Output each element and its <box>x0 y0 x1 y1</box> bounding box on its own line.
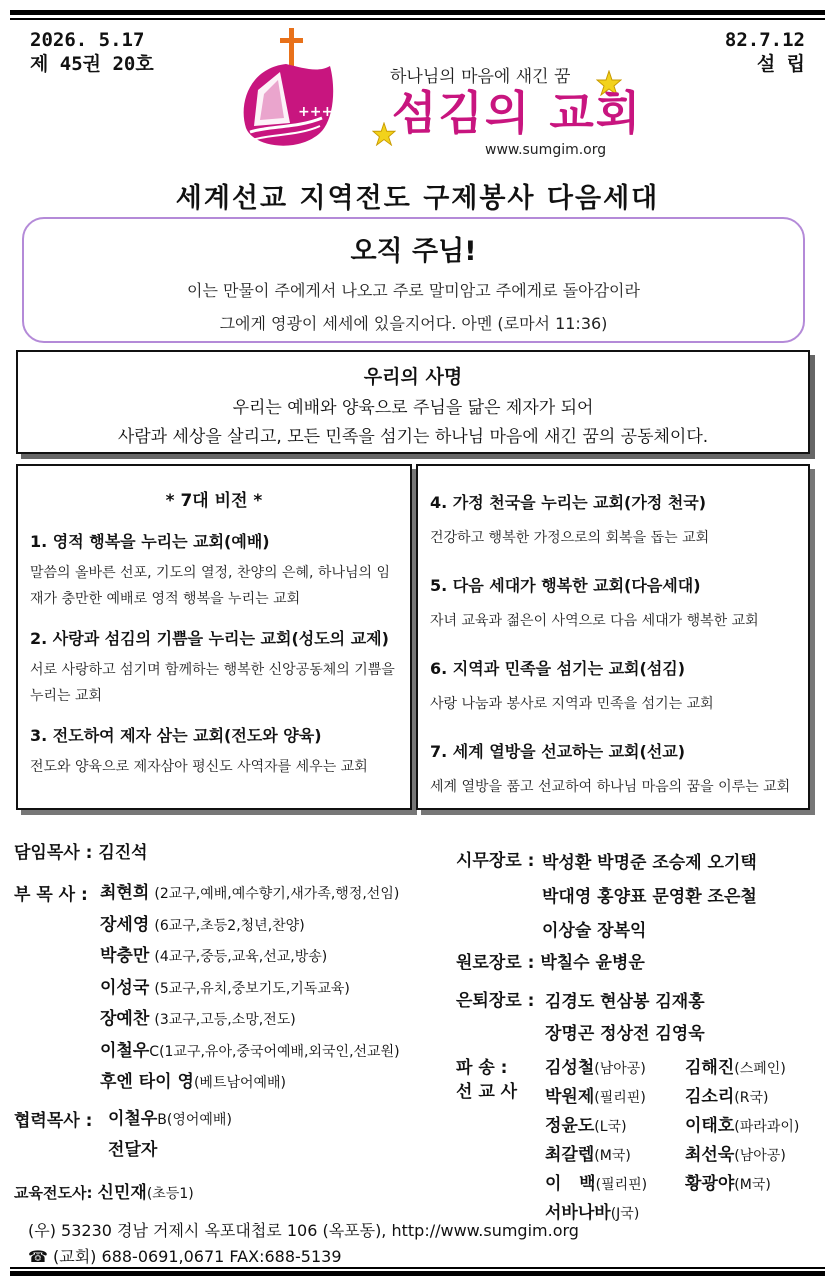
svg-text:+++: +++ <box>298 104 334 120</box>
associate-pastor <box>100 1036 400 1068</box>
associate-pastor <box>100 910 400 942</box>
missionary-name: 최갈렙 <box>545 1145 595 1165</box>
associate-pastor <box>100 973 400 1005</box>
bottom-rule-thin <box>10 1267 825 1269</box>
honorary-elders-label: 원로장로 : <box>456 953 535 973</box>
mission-line-2: 사람과 세상을 살리고, 모든 민족을 섬기는 하나님 마음에 새긴 꿈의 공동체이다. <box>117 427 709 447</box>
pastor-name: 후엔 타이 영 <box>100 1072 194 1092</box>
pastor-name: 전달자 <box>108 1140 158 1160</box>
pastor-suffix: B <box>157 1112 167 1128</box>
pastor-name: 박충만 <box>100 946 150 966</box>
missionary-name: 서바나바 <box>545 1203 611 1223</box>
senior-pastor-label: 담임목사 : <box>14 843 93 863</box>
pastor-name: 이철우 <box>108 1109 158 1129</box>
bible-line-1: 이는 만물이 주에게서 나오고 주로 말미암고 주에게로 돌아감이라 <box>187 281 640 300</box>
missionary-place: (J국) <box>610 1206 640 1222</box>
vision-item-desc: 사랑 나눔과 봉사로 지역과 민족을 섬기는 교회 <box>430 696 714 712</box>
cooperating-pastor <box>108 1135 232 1165</box>
footer-phone <box>28 1244 342 1267</box>
missionaries-label-line: 파 송 : <box>456 1058 508 1078</box>
active-elders-list <box>542 846 757 948</box>
associate-pastor <box>100 1004 400 1036</box>
education-label: 교육전도사: <box>14 1184 93 1202</box>
missionary-place: (L국) <box>594 1119 627 1135</box>
vision-item-desc: 서로 사랑하고 섬기며 함께하는 행복한 신앙공동체의 기쁨을 누리는 교회 <box>30 662 395 704</box>
missionary-name: 김성철 <box>545 1058 595 1078</box>
missionary-name: 이태호 <box>685 1116 735 1136</box>
missionary-place: (남아공) <box>594 1061 646 1077</box>
missionary-place: (필리핀) <box>594 1090 646 1106</box>
elder-row: 박대영 홍양표 문영환 조은철 <box>542 887 757 907</box>
telephone-icon: ☎ <box>28 1247 48 1266</box>
missionary-place: (M국) <box>594 1148 631 1164</box>
pastor-name: 최현희 <box>100 883 150 903</box>
missionary <box>545 1054 685 1083</box>
missionary-place: (남아공) <box>734 1148 786 1164</box>
elder-row: 박성환 박명준 조승제 오기택 <box>542 853 757 873</box>
active-elders-label: 시무장로 : <box>456 851 535 871</box>
phone-number: (교회) 688-0691,0671 FAX:688-5139 <box>53 1247 342 1266</box>
pastor-role: (6교구,초등2,청년,찬양) <box>154 917 305 934</box>
vision-item-desc: 자녀 교육과 젊은이 사역으로 다음 세대가 행복한 교회 <box>430 613 759 629</box>
vision-item-desc: 세계 열방을 품고 선교하여 하나님 마음의 꿈을 이루는 교회 <box>430 779 791 795</box>
vision-item-desc: 전도와 양육으로 제자삼아 평신도 사역자를 세우는 교회 <box>30 759 368 775</box>
top-rule-thick <box>10 10 825 15</box>
bible-title: 오직 주님! <box>350 236 477 267</box>
cooperating-pastor-label: 협력목사 : <box>14 1111 93 1131</box>
missionary-name: 이 백 <box>545 1174 596 1194</box>
retired-elders-label: 은퇴장로 : <box>456 991 535 1011</box>
missionary-place: (R국) <box>734 1090 769 1106</box>
footer-address: (우) 53230 경남 거제시 옥포대첩로 106 (옥포동), http://www.sumgim.org <box>28 1221 579 1240</box>
vision-item-title: 4. 가정 천국을 누리는 교회(가정 천국) <box>430 493 707 512</box>
vision-box-left <box>16 464 412 810</box>
missionary <box>545 1170 685 1199</box>
headline: 세계선교 지역전도 구제봉사 다음세대 <box>175 183 660 214</box>
church-logo-icon <box>238 28 338 156</box>
website: www.sumgim.org <box>485 142 607 158</box>
pastor-name: 장예찬 <box>100 1009 150 1029</box>
missionary-name: 박원제 <box>545 1087 595 1107</box>
vision-item-title: 5. 다음 세대가 행복한 교회(다음세대) <box>430 576 701 595</box>
issue-info <box>30 28 154 76</box>
education-evangelist <box>14 1178 194 1203</box>
pastor-name: 이성국 <box>100 977 150 998</box>
vision-item-title: 6. 지역과 민족을 섬기는 교회(섬김) <box>430 659 686 678</box>
associate-pastor <box>100 941 400 973</box>
bottom-rule-thick <box>10 1271 825 1276</box>
church-name: 섬김의 교회 <box>392 86 643 140</box>
issue-date: 2026. 5.17 <box>30 29 145 51</box>
missionary <box>685 1170 771 1199</box>
missionary-name: 김소리 <box>685 1087 735 1107</box>
missionary-name: 김해진 <box>685 1058 735 1078</box>
missionary-place: (스페인) <box>734 1061 786 1077</box>
senior-pastor-name: 김진석 <box>98 843 148 863</box>
missionaries-label <box>456 1056 517 1104</box>
bible-verse-box <box>22 217 805 343</box>
vision-item-title: 2. 사랑과 섬김의 기쁨을 누리는 교회(성도의 교제) <box>30 629 389 648</box>
missionaries-label-line: 선 교 사 <box>456 1082 518 1102</box>
vision-item-title: 7. 세계 열방을 선교하는 교회(선교) <box>430 742 686 761</box>
pastor-role: (1교구,유아,중국어예배,외국인,선교원) <box>159 1043 400 1060</box>
elder-row: 김경도 현삼봉 김재홍 <box>545 992 705 1012</box>
pastor-role: (5교구,유치,중보기도,기독교육) <box>154 980 350 997</box>
senior-pastor <box>14 838 148 863</box>
pastor-name: 이철우 <box>100 1040 150 1061</box>
pastor-role: (2교구,예배,예수향기,새가족,행정,선임) <box>154 886 400 902</box>
missionary <box>685 1141 786 1170</box>
honorary-elders-names: 박칠수 윤병운 <box>540 953 645 973</box>
mission-line-1: 우리는 예배와 양육으로 주님을 닮은 제자가 되어 <box>232 398 594 418</box>
pastor-role: (베트남어예배) <box>193 1075 287 1091</box>
pastor-name: 장세영 <box>100 914 150 935</box>
vision-item-desc: 말씀의 올바른 선포, 기도의 열정, 찬양의 은혜, 하나님의 임재가 충만한 예배로 영적 행복을 누리는 교회 <box>30 565 391 607</box>
education-note: (초등1) <box>146 1186 194 1202</box>
founded-date: 82.7.12 <box>724 29 805 51</box>
missionary <box>545 1112 685 1141</box>
pastor-role: (4교구,중등,교육,선교,방송) <box>154 949 328 965</box>
missionary-name: 정윤도 <box>545 1116 595 1136</box>
missionary-list <box>545 1054 830 1228</box>
elder-row: 장명곤 정상전 김영욱 <box>545 1024 705 1044</box>
associate-pastor <box>100 878 400 910</box>
vision-heading: * 7대 비전 * <box>165 491 263 511</box>
missionary-name: 황광야 <box>685 1174 735 1194</box>
vision-item-desc: 건강하고 행복한 가정으로의 회복을 돕는 교회 <box>430 530 710 546</box>
missionary-place: (필리핀) <box>595 1177 648 1193</box>
missionary-name: 최선욱 <box>685 1145 735 1165</box>
missionary <box>545 1199 830 1228</box>
vision-item-title: 3. 전도하여 제자 삼는 교회(전도와 양육) <box>30 726 322 745</box>
cooperating-pastor-list <box>108 1104 232 1165</box>
mission-box <box>16 350 810 454</box>
pastor-role: (영어예배) <box>166 1112 232 1128</box>
missionary <box>685 1054 786 1083</box>
top-rule-thin <box>10 18 825 20</box>
missionary <box>545 1083 685 1112</box>
missionary-place: (M국) <box>734 1177 771 1193</box>
associate-pastor-label: 부 목 사 : <box>14 885 88 905</box>
elder-row: 이상술 장복익 <box>542 921 647 941</box>
associate-pastor <box>100 1067 400 1099</box>
education-name: 신민재 <box>97 1183 147 1203</box>
mission-title: 우리의 사명 <box>363 366 463 388</box>
pastor-role: (3교구,고등,소망,전도) <box>154 1012 296 1028</box>
missionary <box>545 1141 685 1170</box>
founded-label: 설 립 <box>756 53 805 75</box>
missionary <box>685 1083 768 1112</box>
pastor-suffix: C <box>149 1043 160 1060</box>
bible-line-2: 그에게 영광이 세세에 있을지어다. 아멘 (로마서 11:36) <box>219 314 608 333</box>
cooperating-pastor <box>108 1104 232 1135</box>
founded-info <box>725 28 805 76</box>
retired-elders-list <box>545 986 705 1050</box>
missionary <box>685 1112 799 1141</box>
issue-volume: 제 45권 20호 <box>30 53 154 75</box>
associate-pastor-list <box>100 878 400 1099</box>
vision-box-right <box>416 464 810 810</box>
tagline: 하나님의 마음에 새긴 꿈 <box>390 67 571 87</box>
vision-item-title: 1. 영적 행복을 누리는 교회(예배) <box>30 532 270 551</box>
missionary-place: (파라과이) <box>734 1119 800 1135</box>
honorary-elders <box>456 948 645 973</box>
